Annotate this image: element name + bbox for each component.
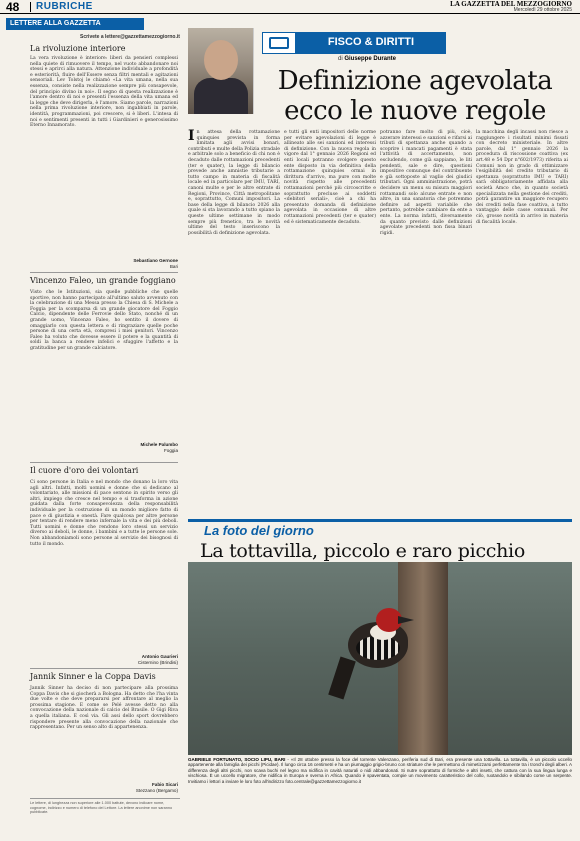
photo-jacket <box>194 78 248 114</box>
tree-trunk <box>398 562 448 755</box>
page-header <box>0 0 580 14</box>
photo-caption: GABRIELE FORTUNATO, SOCIO LIPU, BARI - «Il 28 ottobre presso la foce del torrente Valenzano, periferia sud di Bari, era presente una tottavilla. La tottavilla, è un piccolo uccello appartenente alla famiglia dei picchi (Picidae). Il lungo circa 16 centimetri e ha un piumaggio grigio-bruno con striature che le permettono di mimetizzarsi perfettamente tra i tronchi degli alberi. A differenza degli altri picchi, non scava buchi nel legno ma nidifica in cavità naturali o nidi abbandonati. Si nutre soprattutto di formiche e altri insetti, che cattura con la sua lingua lunga e vischiosa. È un uccello migratore, che nidifica in Europa e sverna in Africa. Quando è spaventata, compie un movimento caratteristico del collo, ruotandolo e sibilando come un serpente. Invitiamo i lettori a inviare le loro foto all'indirizzo foto.centrale@gazzettamezzogiorno.it <box>188 757 572 784</box>
letters-footer-note: Le lettere, di lunghezza non superiore alle 1.000 battute, devono indicare nome, cognome, indirizzo e numero di telefono del Lettore. La lettere anonime non saranno pubblicate. <box>30 798 180 815</box>
letters-email-link[interactable]: Scrivete a lettere@gazzettamezzogiorno.it <box>80 34 180 40</box>
divider <box>30 668 178 669</box>
article-headline: Definizione agevolata ecco le nuove regole <box>277 66 553 126</box>
photo-of-day-band: La foto del giorno <box>188 519 572 535</box>
letter-title: La rivoluzione interiore <box>30 44 126 53</box>
article-column: In attesa della rottamazione quinquies prevista in forma limitata agli avvisi bonari, contributi e multe della Polizia stradale e arbitrale solo a beneficio di chi non è decaduto dalle rottamazioni precedenti (ter e quater), la legge di bilancio prevede anche amnistie tributarie a tutto campo in materia di fiscalità locale ed in particolare per IMU, TARI, canoni multe e per le altre entrate di Regioni, Province, Città metropolitane e, soprattutto, Comuni impositori. La base della legge di bilancio 2026 alla quale si sta lavorando a tutto spiano la queste ultime settimane in modo sempre più frenetico, tra le novità ultime del testo inseriscono la possibilità di definizione agevolata. <box>188 128 280 236</box>
divider <box>30 272 178 273</box>
letter-signature: Michele Palumbo Foggia <box>140 442 178 453</box>
letter-body: Ci sono persone in Italia e nel mondo che donano la loro vita agli altri. Infatti, molti uomini e donne che si dedicano al volontariato, alle missioni di pace sentono in spirito verso gli altri, impiego che cresce nel tempo e si trasforma in azione guidata dalla forte consapevolezza della responsabilità individuale per la costruzione di un mondo migliore fatto di pace e di giustizia e onestà. Fare qualcosa per altre persone per tentare di rendere meno infernale la vita e dei più deboli. Tutti uomini e donne che rendono loro stessi un servizio diverso ai deboli, le donne, i bambini e a tutte le persone sole. Non abbandoniamoli sono persone al servizio dei bisognosi di tutto il mondo. <box>30 480 178 547</box>
bird-beak <box>398 616 414 624</box>
page-number: 48 <box>6 0 20 14</box>
letter-signature: Sebastiano Gernone Bari <box>133 258 178 269</box>
photo-headline: La tottavilla, piccolo e raro picchio <box>200 540 525 562</box>
article-author: di Giuseppe Durante <box>338 56 397 62</box>
letter-body: La vera rivoluzione è interiore: liberi da pensieri complessi nella quiete di rimuovere il tempo, nel vuoto abbandonare noi stessi e aprirci alla natura. Attenzione individuale a profondità e esteriorità, fluire dell'Essere senza filtri mentali e agitazioni sensoriali. Lev Tolstoj le chiamò «La vita umana, nella sua essenza, consiste nella realizzazione sempre più consapevole, del principio divino in noi». Il segno di questa realizzazione è l'amore dentro di noi e presenti l'essenza della vita umana ed la legge che deve dirigerla, è l'amore. Siamo parole, narrazioni nella prima rivoluzione interiore, non ingabbiati in parole, identità, programmazioni, poi crescere, si è liberi. L'intesa di noi e sentimenti presenti in tutti i Giardinieri e generosissimo Eterno Innamorato. <box>30 56 178 129</box>
divider <box>30 462 178 463</box>
issue-date: Mercoledì 29 ottobre 2025 <box>513 7 572 13</box>
header-divider <box>30 2 31 12</box>
article-column: e tutti gli enti impositori delle norme per evitare agevolazioni di legge è allineato alle sei sanzioni ed interessi di definizione. Con la nuova regola in vigore dal 1° gennaio 2026 Regioni ed enti locali potranno svolgere questo ente disposto in via definitiva della rottamazione quinquies ormai in dirittura d'arrivo, ma pure con molte novità rispetto alle precedenti rottamazioni perché più circoscritte e soprattutto precluse ai soddetti «debitori seriali», cioè a chi ha presentato domanda di definizione agevolata in occasione di altre rottamazioni precedenti (ter e quater) ed è sistematicamente decaduto. <box>284 130 376 225</box>
letter-signature: Antonio Gaurieri Cisternino (Brindisi) <box>137 654 178 665</box>
letter-title: Jannik Sinner e la Coppa Davis <box>30 672 156 681</box>
letter-title: Il cuore d'oro dei volontari <box>30 466 139 475</box>
letter-body: Jannik Sinner ha deciso di non partecipare alla prossima Coppa Davis che si giocherà a Bologna. Ha detto che l'ha vinta due volte e che deve prepararsi per affrontare al meglio la prossima stagione. E come se Pelé avesse detto no alla convocazione della nazionale di calcio del Brasile. O Gigi Riva a quella italiana. E così via. Gli assi dello sport dovrebbero rispondere presente alla convocazione della nazionale che rappresentano. Per un senso alto di appartenenza. <box>30 686 178 731</box>
letter-signature: Fabio Sicari Stezzano (Bergamo) <box>135 782 178 793</box>
drop-cap: I <box>188 128 195 144</box>
letters-section-band: LETTERE ALLA GAZZETTA <box>6 18 144 30</box>
article-column: la macchina degli incassi non riesce a raggiungere i risultati minimi fissati con decreto ministeriale. In altre parole, dal 1° gennaio 2026 la procedura di riscossione coattiva (ex art.48 e 54 Dpr n°602/1973) riferita ai Comuni non in grado di ottimizzare l'esigibilità del credito tributario di spettanza (soprattutto IMU e TARI) sarà obbligatoriamente affidata alla società Amco che, in quanto società specializzata nella gestione dei crediti, potrà garantire un maggiore recupero dei crediti nella fase coattiva, a tutto vantaggio delle casse comunali. Per ciò, grosse novità in arrivo in materia di fiscalità locale. <box>476 130 568 225</box>
newspaper-brand: LA GAZZETTA DEL MEZZOGIORNO <box>450 0 572 8</box>
document-icon <box>262 32 296 54</box>
author-photo <box>188 28 254 114</box>
fisco-section-band: FISCO & DIRITTI <box>296 32 446 54</box>
section-title: RUBRICHE <box>36 1 93 12</box>
woodpecker-photo <box>188 562 572 755</box>
photo-face <box>204 40 238 80</box>
letter-title: Vincenzo Faleo, un grande foggiano <box>30 276 176 285</box>
letter-body: Visto che le Istituzioni, sia quelle pubbliche che quelle sportive, non hanno partecipato all'ultimo saluto avvenuto con la celebrazione di una Messa presso la Chiesa di S. Michele a Foggia per la scomparsa di un grande giocatore del Foggio Calcio, dipendente delle Ferrovie dello Stato, nonché di un grande uomo, Vincenzo Faleo, ho sentito il dovere di omaggiarlo con questa lettera e di ringraziare quelle poche persone di una certa età, compresi i miei genitori. Vincenzo Faleo ha voluto che dovesse essere il potere e la quantità di soldi la banca a rendere infelici e sfuggire l'affetto e la gratitudine per un grande calciatore. <box>30 290 178 351</box>
article-column: potranno fare molto di più, cioè, azzerare interessi e sanzioni e rifarsi ai tributi di spettanza anche quando a scoprire i mancati pagamenti è stata l'attività di accertamento, non escludendo, come già sappiamo, le liti pendenti, sale e dire, questioni impositive comunque del contribuente e già sottoposte al vaglio dei giudici tributari. Ogni amministrazione, potrà decidere un menu su misura maggiori rottamandi solo alcune entrate e non altre, in una sanatoria che potremmo definire ad aspetti variabile che pertanto, potrebbe cambiare da ente a ente. La norma infatti, diversamente da quanto previsto dalle definizioni agevolate precedenti non fissa binari rigidi. <box>380 130 472 236</box>
bird-tail <box>328 657 356 700</box>
